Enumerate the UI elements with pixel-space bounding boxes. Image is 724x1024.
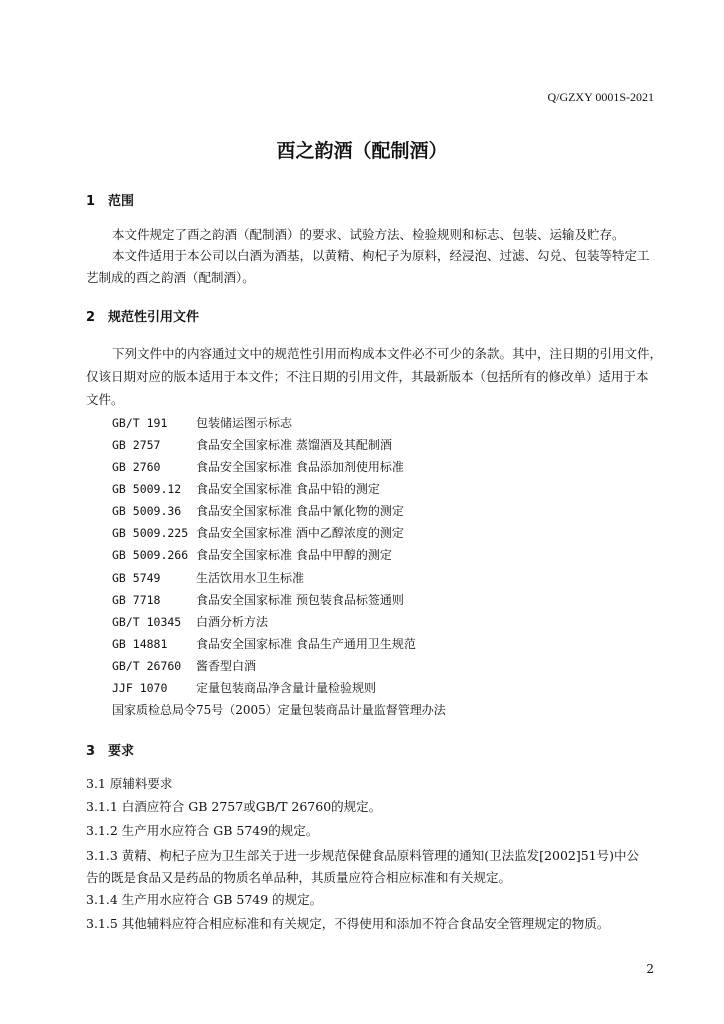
reference-title: 食品安全国家标准 食品中氰化物的测定 — [196, 504, 404, 518]
reference-row-order: 国家质检总局令75号（2005）定量包装商品计量监督管理办法 — [112, 703, 446, 717]
reference-title: 食品安全国家标准 预包装食品标签通则 — [196, 593, 404, 607]
requirement-line: 告的既是食品又是药品的物质名单品种，其质量应符合相应标准和有关规定。 — [86, 870, 512, 885]
reference-row — [112, 480, 380, 497]
reference-row — [112, 436, 392, 453]
reference-row — [112, 657, 256, 674]
requirement-line: 3.1.4 生产用水应符合 GB 5749 的规定。 — [86, 892, 323, 907]
requirement-line: 3.1 原辅料要求 — [86, 776, 173, 791]
section-number: 1 — [86, 194, 96, 209]
reference-title: 白酒分析方法 — [196, 615, 269, 629]
reference-code: GB/T 10345 — [112, 615, 182, 629]
reference-code: GB/T 191 — [112, 416, 168, 430]
reference-code: GB 5009.36 — [112, 504, 182, 518]
reference-code: GB 2757 — [112, 438, 161, 452]
reference-row — [112, 414, 292, 431]
reference-row — [112, 591, 404, 608]
section-2-heading — [86, 306, 199, 325]
reference-title: 食品安全国家标准 酒中乙醇浓度的测定 — [196, 526, 404, 540]
reference-code: JJF 1070 — [112, 681, 168, 695]
reference-title: 食品安全国家标准 食品中铅的测定 — [196, 482, 380, 496]
references-paragraph-line-3: 文件。 — [86, 392, 124, 407]
reference-title: 食品安全国家标准 食品生产通用卫生规范 — [196, 637, 416, 651]
references-paragraph-line-1: 下列文件中的内容通过文中的规范性引用而构成本文件必不可少的条款。其中，注日期的引用文件， — [112, 346, 663, 361]
section-title: 范围 — [108, 194, 135, 209]
reference-row — [112, 635, 416, 652]
scope-paragraph-1: 本文件规定了酉之韵酒（配制酒）的要求、试验方法、检验规则和标志、包装、运输及贮存。 — [112, 227, 625, 242]
section-title: 规范性引用文件 — [108, 310, 200, 325]
reference-row — [112, 546, 392, 563]
reference-row — [112, 613, 268, 630]
reference-row — [112, 458, 404, 475]
document-code: Q/GZXY 0001S-2021 — [547, 90, 654, 104]
section-3-heading — [86, 740, 134, 759]
reference-code: GB 5749 — [112, 571, 161, 585]
reference-code: GB 5009.12 — [112, 482, 182, 496]
document-title: 酉之韵酒（配制酒） — [276, 140, 448, 162]
references-paragraph-line-2: 仅该日期对应的版本适用于本文件；不注日期的引用文件，其最新版本（包括所有的修改单）适用于本 — [86, 369, 649, 384]
scope-paragraph-2-line-1: 本文件适用于本公司以白酒为酒基，以黄精、枸杞子为原料，经浸泡、过滤、勾兑、包装等特定工 — [112, 248, 650, 263]
section-number: 3 — [86, 744, 96, 759]
section-1-heading — [86, 190, 134, 209]
requirement-line: 3.1.3 黄精、枸杞子应为卫生部关于进一步规范保健食品原料管理的通知(卫法监发[2002]51号)中公 — [86, 848, 640, 863]
reference-title: 酱香型白酒 — [196, 659, 257, 673]
reference-row — [112, 569, 304, 586]
requirement-line: 3.1.1 白酒应符合 GB 2757或GB/T 26760的规定。 — [86, 799, 382, 814]
reference-row — [112, 524, 404, 541]
reference-code: GB 14881 — [112, 637, 168, 651]
reference-title: 食品安全国家标准 食品中甲醇的测定 — [196, 548, 392, 562]
requirement-line: 3.1.5 其他辅料应符合相应标准和有关规定，不得使用和添加不符合食品安全管理规定的物质。 — [86, 916, 610, 931]
reference-title: 食品安全国家标准 食品添加剂使用标准 — [196, 460, 404, 474]
section-number: 2 — [86, 310, 96, 325]
requirement-line: 3.1.2 生产用水应符合 GB 5749的规定。 — [86, 823, 319, 838]
reference-title: 生活饮用水卫生标准 — [196, 571, 305, 585]
reference-title: 食品安全国家标准 蒸馏酒及其配制酒 — [196, 438, 392, 452]
section-title: 要求 — [108, 744, 135, 759]
reference-code: GB 5009.266 — [112, 548, 189, 562]
reference-row — [112, 679, 376, 696]
scope-paragraph-2-line-2: 艺制成的酉之韵酒（配制酒）。 — [86, 270, 255, 285]
reference-title: 包装储运图示标志 — [196, 416, 293, 430]
reference-code: GB/T 26760 — [112, 659, 182, 673]
reference-code: GB 5009.225 — [112, 526, 189, 540]
reference-code: GB 2760 — [112, 460, 161, 474]
reference-code: GB 7718 — [112, 593, 161, 607]
reference-title: 定量包装商品净含量计量检验规则 — [196, 681, 377, 695]
reference-row — [112, 502, 404, 519]
page-number: 2 — [646, 962, 654, 976]
